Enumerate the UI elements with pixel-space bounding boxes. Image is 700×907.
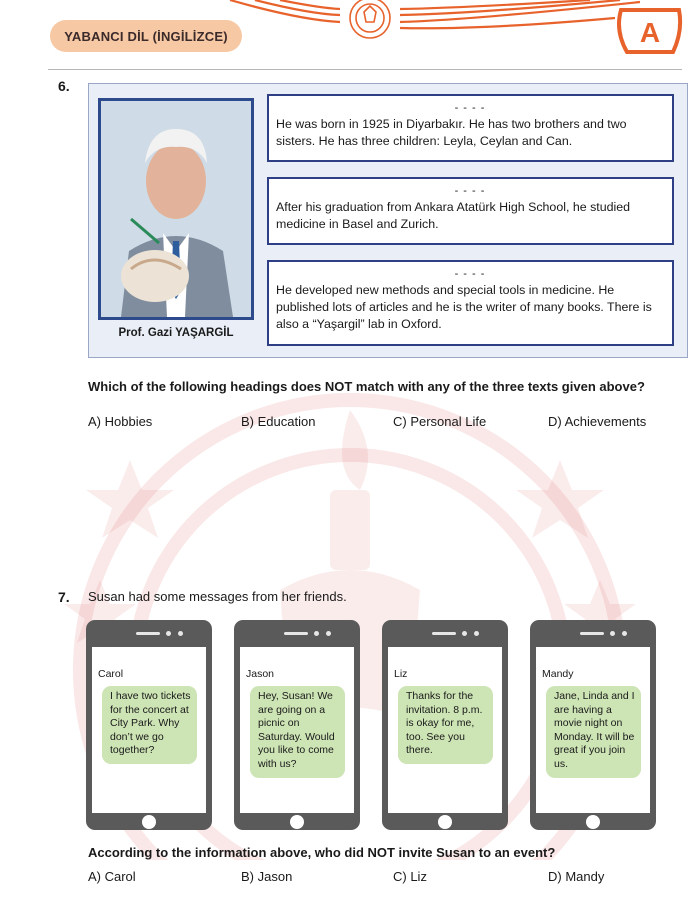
phone-camera-icon bbox=[610, 631, 615, 636]
question-7-prompt: According to the information above, who did NOT invite Susan to an event? bbox=[88, 845, 556, 860]
question-6-number: 6. bbox=[58, 78, 70, 94]
question-7-stem: Susan had some messages from her friends. bbox=[88, 589, 347, 604]
message-bubble: Hey, Susan! We are going on a picnic on Saturday. Would you like to come with us? bbox=[250, 686, 345, 778]
phone-sensor-icon bbox=[622, 631, 627, 636]
phone-camera-icon bbox=[166, 631, 171, 636]
text-box-1 bbox=[267, 94, 674, 162]
question-6-prompt: Which of the following headings does NOT match with any of the three texts given above? bbox=[88, 379, 645, 394]
option-a[interactable]: A) Carol bbox=[88, 869, 136, 884]
option-a[interactable]: A) Hobbies bbox=[88, 414, 153, 429]
phone-speaker-icon bbox=[284, 632, 308, 635]
phone-screen bbox=[536, 647, 650, 813]
heading-blank: - - - - bbox=[454, 268, 486, 280]
phone-camera-icon bbox=[314, 631, 319, 636]
booklet-type-badge bbox=[615, 8, 685, 54]
phone-camera-icon bbox=[462, 631, 467, 636]
booklet-letter: A bbox=[639, 17, 661, 48]
message-bubble: Jane, Linda and I are having a movie night on Monday. It will be great if you join us. bbox=[546, 686, 641, 778]
phone-liz bbox=[382, 620, 508, 830]
phone-sensor-icon bbox=[178, 631, 183, 636]
option-c[interactable]: C) Personal Life bbox=[393, 414, 487, 429]
portrait-photo bbox=[98, 98, 254, 320]
subject-title: YABANCI DİL (İNGİLİZCE) bbox=[50, 20, 242, 52]
professor-portrait-icon bbox=[101, 101, 251, 317]
home-button-icon bbox=[290, 815, 304, 829]
phone-speaker-icon bbox=[580, 632, 604, 635]
text-box-content: He was born in 1925 in Diyarbakır. He has two brothers and two sisters. He has three children: Leyla, Ceylan and Can. bbox=[276, 117, 627, 148]
heading-blank: - - - - bbox=[454, 185, 486, 197]
message-sender: Carol bbox=[98, 668, 124, 680]
text-box-2 bbox=[267, 177, 674, 245]
home-button-icon bbox=[142, 815, 156, 829]
message-bubble: Thanks for the invitation. 8 p.m. is okay for me, too. See you there. bbox=[398, 686, 493, 764]
phone-speaker-icon bbox=[432, 632, 456, 635]
option-d[interactable]: D) Mandy bbox=[548, 869, 605, 884]
phone-mandy bbox=[530, 620, 656, 830]
message-sender: Jason bbox=[246, 668, 275, 680]
phone-speaker-icon bbox=[136, 632, 160, 635]
phone-sensor-icon bbox=[474, 631, 479, 636]
heading-blank: - - - - bbox=[454, 102, 486, 114]
option-c[interactable]: C) Liz bbox=[393, 869, 427, 884]
option-d[interactable]: D) Achievements bbox=[548, 414, 647, 429]
text-box-3 bbox=[267, 260, 674, 346]
option-b[interactable]: B) Education bbox=[241, 414, 316, 429]
option-b[interactable]: B) Jason bbox=[241, 869, 293, 884]
photo-caption: Prof. Gazi YAŞARGİL bbox=[118, 327, 234, 339]
message-bubble: I have two tickets for the concert at City Park. Why don’t we go together? bbox=[102, 686, 197, 764]
text-box-content: He developed new methods and special tools in medicine. He published lots of articles and he is the writer of many books. There is also a “Yaşargil” lab in Oxford. bbox=[276, 283, 652, 331]
phone-sensor-icon bbox=[326, 631, 331, 636]
question-7-number: 7. bbox=[58, 589, 70, 605]
phone-jason bbox=[234, 620, 360, 830]
phone-screen bbox=[240, 647, 354, 813]
message-sender: Liz bbox=[394, 668, 408, 680]
home-button-icon bbox=[438, 815, 452, 829]
text-box-content: After his graduation from Ankara Atatürk High School, he studied medicine in Basel and Zurich. bbox=[276, 200, 631, 231]
phone-screen bbox=[92, 647, 206, 813]
message-sender: Mandy bbox=[542, 668, 574, 680]
header-divider bbox=[48, 69, 682, 70]
ministry-logo-icon bbox=[350, 0, 390, 38]
home-button-icon bbox=[586, 815, 600, 829]
phone-carol bbox=[86, 620, 212, 830]
phone-screen bbox=[388, 647, 502, 813]
